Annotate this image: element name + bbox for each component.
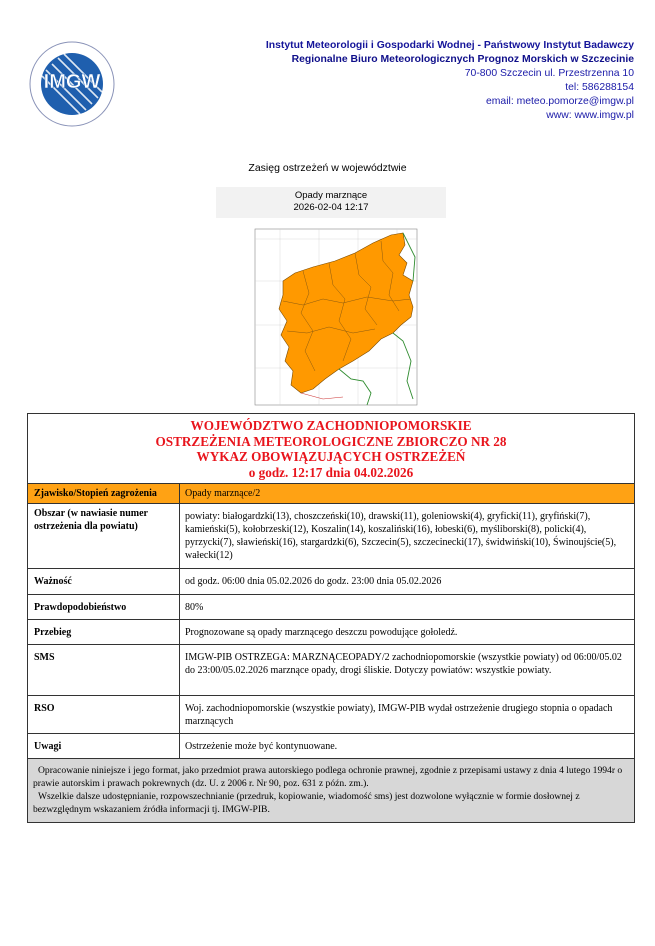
row-label: Przebieg — [28, 620, 180, 644]
row-label: SMS — [28, 645, 180, 695]
title-number: OSTRZEŻENIA METEOROLOGICZNE ZBIORCZO NR 28 — [155, 433, 507, 449]
warning-table — [27, 413, 635, 823]
warning-title — [28, 414, 634, 484]
table-row — [28, 734, 634, 759]
row-value: Woj. zachodniopomorskie (wszystkie powiaty), IMGW-PIB wydał ostrzeżenie drugiego stopnia o opadach marznących — [185, 703, 613, 727]
table-row — [28, 620, 634, 645]
row-value: Opady marznące/2 — [185, 488, 261, 499]
imgw-logo — [28, 40, 116, 128]
section-title: Zasięg ostrzeżeń w województwie — [248, 162, 407, 174]
warning-map — [243, 221, 419, 415]
table-row — [28, 696, 634, 734]
bureau-name: Regionalne Biuro Meteorologicznych Prognoz Morskich w Szczecinie — [291, 54, 634, 65]
row-label: Zjawisko/Stopień zagrożenia — [28, 484, 180, 503]
copyright-footer — [28, 759, 634, 822]
title-time: o godz. 12:17 dnia 04.02.2026 — [248, 464, 414, 480]
table-row — [28, 569, 634, 595]
website-link[interactable]: www: www.imgw.pl — [546, 110, 634, 121]
map-datetime: 2026-02-04 12:17 — [293, 202, 369, 213]
row-value: IMGW-PIB OSTRZEGA: MARZNĄCEOPADY/2 zachodniopomorskie (wszystkie powiaty) od 06:00/05.02 do 23:00/05.02.2026 marznące opady, drogi śliskie. Dotyczy powiatów: wszystkie powiaty. — [185, 652, 622, 676]
row-label: Uwagi — [28, 734, 180, 758]
map-phenomenon: Opady marznące — [294, 190, 368, 201]
copyright-text: Opracowanie niniejsze i jego format, jako przedmiot prawa autorskiego podlega ochronie prawnej, zgodnie z przepisami ustawy z dnia 4 lutego 1994r o prawie autorskim i prawach pokrewnych (dz. U. z 2006 r. Nr 90, poz. 631 z późn. zm.). — [33, 765, 623, 789]
title-region: WOJEWÓDZTWO ZACHODNIOPOMORSKIE — [190, 418, 472, 433]
row-value: Prognozowane są opady marznącego deszczu powodujące gołoledź. — [185, 627, 458, 638]
table-row — [28, 645, 634, 696]
distribution-text: Wszelkie dalsze udostępnianie, rozpowszechnianie (przedruk, kopiowanie, wiadomość sms) jest dozwolone wyłącznie w formie dosłownej z bezwzględnym wskazaniem źródła informacji tj. IMGW-PIB. — [33, 791, 580, 815]
logo-text: IMGW — [43, 71, 101, 93]
map-caption — [216, 187, 446, 218]
row-value: 80% — [185, 602, 204, 613]
table-row — [28, 504, 634, 569]
institute-header — [266, 39, 634, 123]
table-row — [28, 595, 634, 620]
row-value: Ostrzeżenie może być kontynuowane. — [185, 741, 338, 752]
row-value: od godz. 06:00 dnia 05.02.2026 do godz. 23:00 dnia 05.02.2026 — [185, 576, 442, 587]
email-link[interactable]: email: meteo.pomorze@imgw.pl — [486, 96, 634, 107]
title-list: WYKAZ OBOWIĄZUJĄCYCH OSTRZEŻEŃ — [196, 449, 466, 464]
row-label: Obszar (w nawiasie numer ostrzeżenia dla powiatu) — [28, 504, 180, 568]
phone: tel: 586288154 — [565, 82, 634, 93]
row-value: powiaty: białogardzki(13), choszczeński(10), drawski(11), goleniowski(4), gryficki(11), gryfiński(7), kamieński(5), kołobrzeski(12), Koszalin(14), koszaliński(16), łobeski(6), myśliborski(8), policki(4), pyrzycki(7), sławieński(16), stargardzki(6), Szczecin(5), szczecinecki(17), świdwiński(10), Świnoujście(5), wałecki(12) — [185, 511, 617, 561]
row-label: RSO — [28, 696, 180, 733]
institute-name: Instytut Meteorologii i Gospodarki Wodnej - Państwowy Instytut Badawczy — [265, 40, 634, 51]
row-label: Prawdopodobieństwo — [28, 595, 180, 619]
table-row — [28, 484, 634, 504]
address: 70-800 Szczecin ul. Przestrzenna 10 — [464, 68, 634, 79]
row-label: Ważność — [28, 569, 180, 594]
